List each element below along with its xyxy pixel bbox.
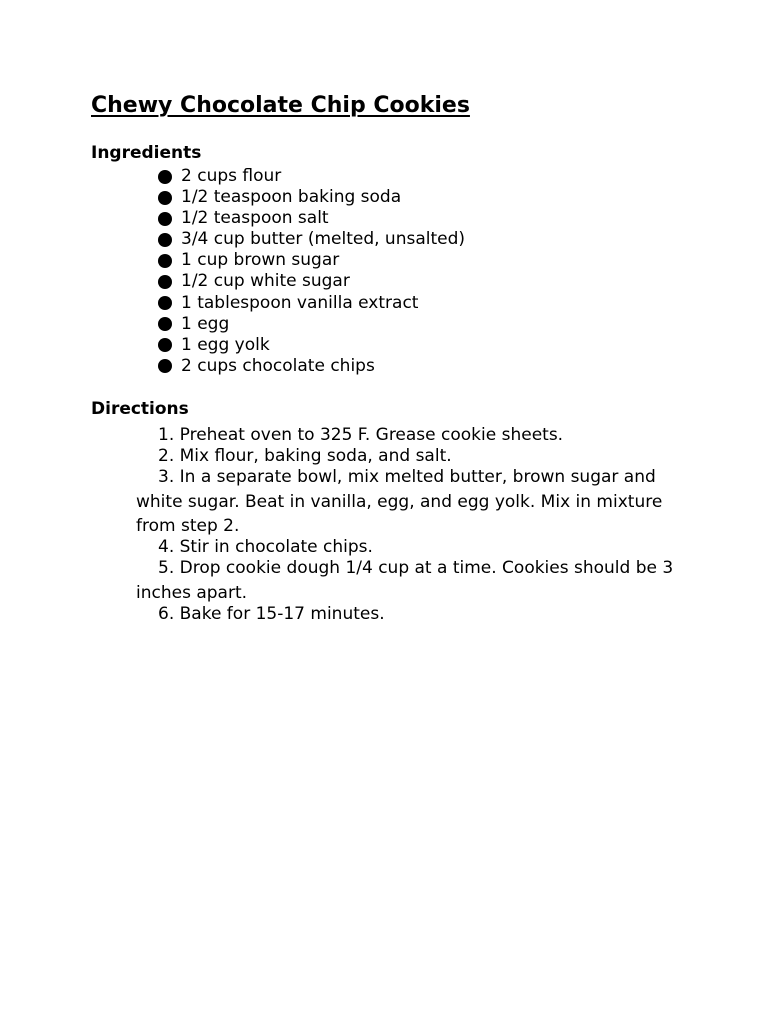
- ingredient-list: [158, 166, 465, 377]
- direction-step: 6. Bake for 15-17 minutes.: [158, 604, 385, 625]
- ingredient-item: [158, 356, 465, 377]
- ingredient-text: 3/4 cup butter (melted, unsalted): [181, 229, 466, 250]
- bullet-icon: [158, 275, 172, 289]
- ingredient-text: 2 cups flour: [181, 166, 282, 186]
- ingredient-text: 1 tablespoon vanilla extract: [181, 292, 419, 313]
- direction-step: 4. Stir in chocolate chips.: [158, 537, 373, 558]
- bullet-icon: [158, 296, 172, 310]
- directions-heading: Directions: [91, 399, 189, 419]
- ingredient-item: [158, 208, 465, 229]
- direction-step: 1. Preheat oven to 325 F. Grease cookie sheets.: [158, 425, 564, 445]
- ingredient-item: [158, 250, 465, 271]
- bullet-icon: [158, 170, 172, 184]
- ingredient-text: 1 egg: [181, 313, 230, 334]
- bullet-icon: [158, 317, 172, 331]
- bullet-icon: [158, 212, 172, 226]
- bullet-icon: [158, 191, 172, 205]
- ingredient-item: [158, 335, 465, 356]
- ingredient-text: 1/2 teaspoon salt: [181, 208, 329, 229]
- ingredient-item: [158, 271, 465, 292]
- ingredient-text: 1/2 teaspoon baking soda: [181, 187, 402, 208]
- ingredient-text: 1 cup brown sugar: [181, 250, 340, 271]
- ingredient-item: [158, 187, 465, 208]
- direction-step: 3. In a separate bowl, mix melted butter, brown sugar and white sugar. Beat in vanilla, egg, and egg yolk. Mix in mixture from step 2.: [136, 467, 663, 537]
- direction-step: 5. Drop cookie dough 1/4 cup at a time. Cookies should be 3 inches apart.: [136, 558, 674, 603]
- ingredient-text: 2 cups chocolate chips: [181, 355, 375, 376]
- ingredient-item: [158, 229, 465, 250]
- ingredient-item: [158, 166, 465, 187]
- ingredient-text: 1 egg yolk: [181, 334, 270, 355]
- recipe-title: Chewy Chocolate Chip Cookies: [91, 93, 470, 118]
- bullet-icon: [158, 359, 172, 373]
- bullet-icon: [158, 233, 172, 247]
- bullet-icon: [158, 254, 172, 268]
- direction-step: 2. Mix flour, baking soda, and salt.: [158, 446, 452, 467]
- bullet-icon: [158, 338, 172, 352]
- ingredient-item: [158, 293, 465, 314]
- direction-list: [136, 423, 696, 623]
- ingredients-heading: Ingredients: [91, 143, 202, 163]
- ingredient-item: [158, 314, 465, 335]
- ingredient-text: 1/2 cup white sugar: [181, 271, 350, 292]
